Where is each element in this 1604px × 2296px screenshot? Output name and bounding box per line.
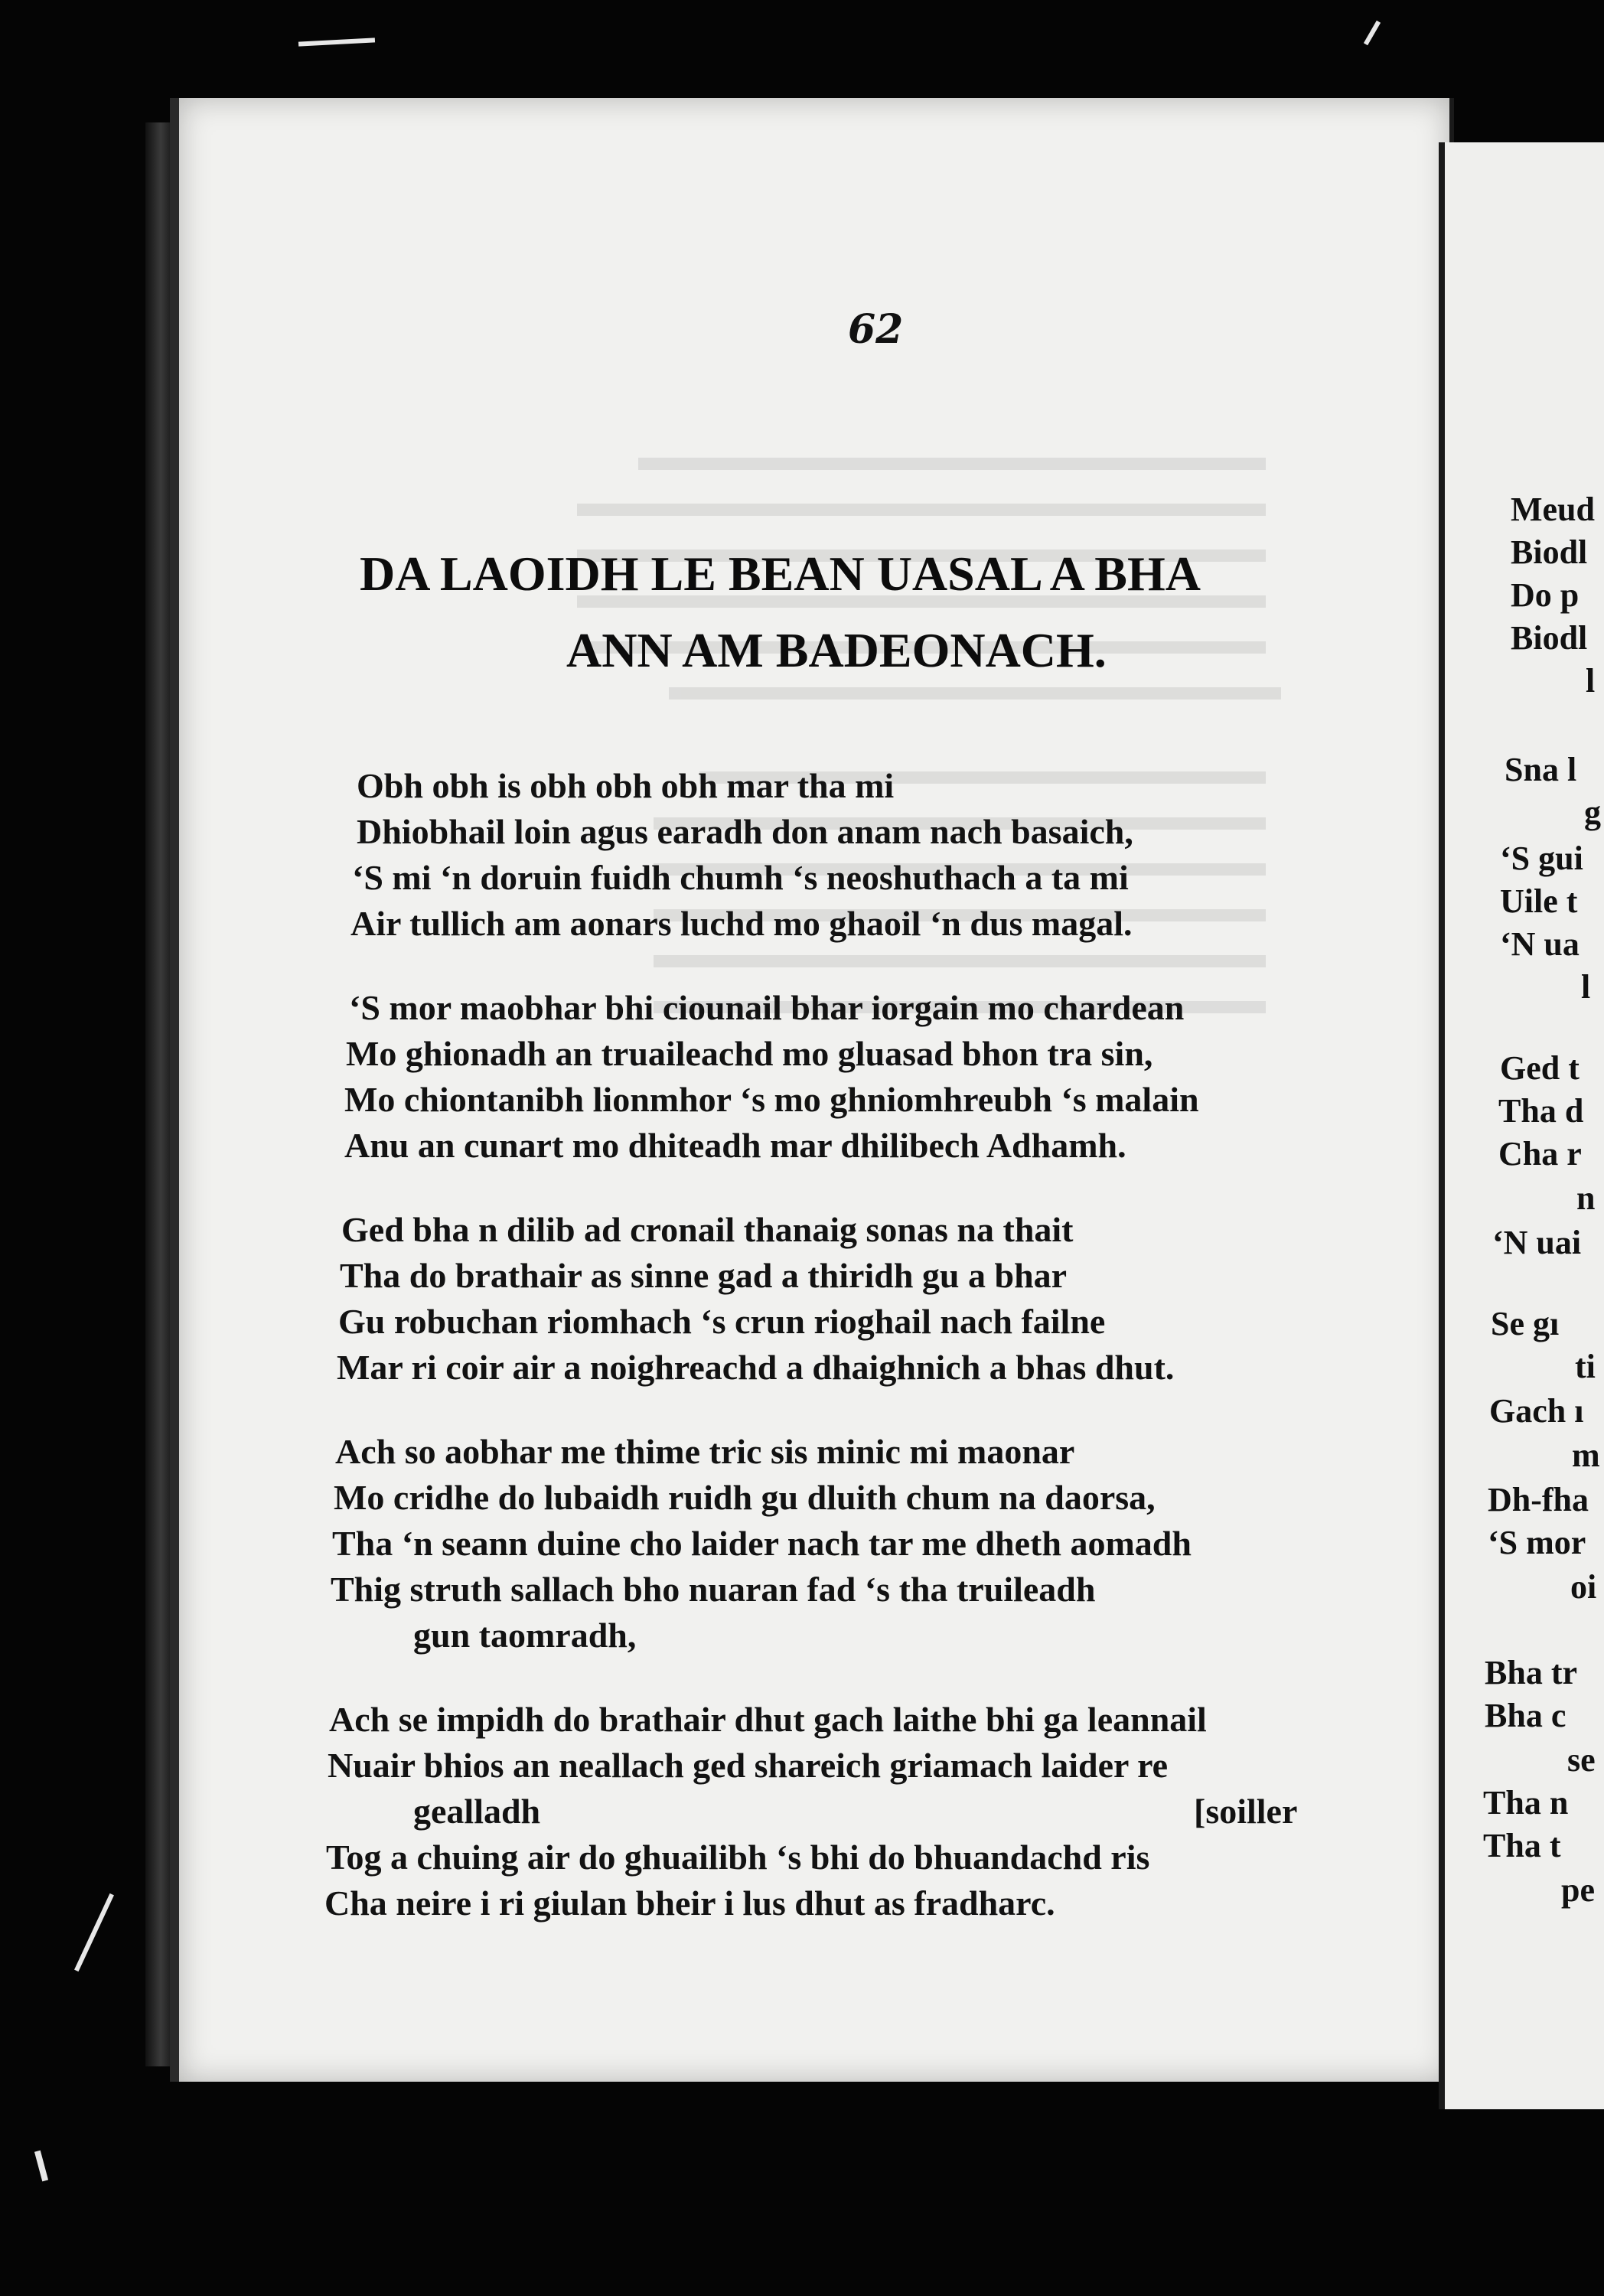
verse-line-catchword: [soiller <box>1194 1792 1298 1831</box>
scan-edge-mark-top <box>298 38 375 46</box>
verse-line: Anu an cunart mo dhiteadh mar dhilibech Adhamh. <box>344 1126 1126 1165</box>
verse-line: ‘S mi ‘n doruin fuidh chumh ‘s neoshuthach a ta mi <box>352 858 1129 897</box>
verse-line: Air tullich am aonars luchd mo ghaoil ‘n dus magal. <box>350 904 1133 943</box>
right-fragment: Bha c <box>1485 1697 1567 1734</box>
page-number: 62 <box>848 306 904 353</box>
right-fragment: n <box>1576 1179 1596 1217</box>
title-line-1: DA LAOIDH LE BEAN UASAL A BHA <box>360 546 1201 601</box>
right-fragment: Cha r <box>1498 1135 1582 1172</box>
right-fragment: Gach ı <box>1489 1392 1584 1430</box>
right-fragment: g <box>1584 794 1601 831</box>
verse-line: Nuair bhios an neallach ged shareich griamach laider re <box>328 1746 1169 1785</box>
right-fragment: l <box>1581 968 1591 1006</box>
verse-line: Mo chiontanibh lionmhor ‘s mo ghniomhreubh ‘s malain <box>344 1080 1199 1119</box>
verse-line: Tha ‘n seann duine cho laider nach tar me dheth aomadh <box>332 1524 1192 1563</box>
verse-line: Ach se impidh do brathair dhut gach laithe bhi ga leannail <box>329 1700 1207 1739</box>
right-fragment: Meud <box>1511 491 1595 528</box>
verse-line-continuation: gealladh <box>413 1792 541 1831</box>
right-fragment: Tha d <box>1498 1092 1584 1130</box>
verse-line-continuation: gun taomradh, <box>413 1616 637 1655</box>
right-fragment: Bha tr <box>1485 1654 1577 1691</box>
verse-line: Mo ghionadh an truaileachd mo gluasad bhon tra sin, <box>346 1034 1153 1073</box>
right-fragment: l <box>1586 662 1596 700</box>
right-fragment: oi <box>1570 1568 1597 1606</box>
title-line-2: ANN AM BADEONACH. <box>566 623 1107 677</box>
scan-artifact-left <box>74 1893 114 1971</box>
right-fragment: Tha n <box>1483 1784 1569 1821</box>
right-fragment: pe <box>1561 1871 1595 1909</box>
right-fragment: Ged t <box>1500 1049 1580 1087</box>
right-fragment: ti <box>1575 1348 1596 1385</box>
right-fragment: ‘N uai <box>1492 1224 1582 1261</box>
right-fragment: Uile t <box>1500 882 1578 920</box>
verse-line: Gu robuchan riomhach ‘s crun rioghail nach failne <box>338 1302 1106 1341</box>
scan-edge-mark-right <box>1364 21 1381 45</box>
right-fragment: ‘N ua <box>1500 925 1580 963</box>
verse-line: Ach so aobhar me thime tric sis minic mi maonar <box>335 1432 1075 1471</box>
verse-line: Dhiobhail loin agus earadh don anam nach basaich, <box>357 812 1133 851</box>
right-fragment: Biodl <box>1511 619 1588 657</box>
right-fragment: se <box>1567 1741 1596 1779</box>
verse-line: Ged bha n dilib ad cronail thanaig sonas na thait <box>341 1210 1074 1249</box>
verse-line: ‘S mor maobhar bhi ciounail bhar iorgain mo chardean <box>349 988 1185 1027</box>
verse-line: Mar ri coir air a noighreachd a dhaighnich a bhas dhut. <box>337 1348 1175 1387</box>
right-fragment: m <box>1572 1437 1600 1474</box>
right-fragment: Tha t <box>1483 1827 1561 1864</box>
verse-line: Tog a chuing air do ghuailibh ‘s bhi do bhuandachd ris <box>326 1838 1150 1877</box>
right-fragment: Sna l <box>1505 751 1577 788</box>
right-fragment: Se gı <box>1491 1305 1560 1342</box>
scan-artifact-bottom-left <box>34 2151 48 2182</box>
verse-line: Cha neire i ri giulan bheir i lus dhut as fradharc. <box>324 1883 1055 1923</box>
right-fragment: Do p <box>1511 576 1580 614</box>
verse-line: Mo cridhe do lubaidh ruidh gu dluith chum na daorsa, <box>334 1478 1156 1517</box>
right-fragment: ‘S mor <box>1488 1524 1586 1561</box>
right-fragment: Dh-fha <box>1488 1481 1589 1518</box>
right-fragment: ‘S gui <box>1500 840 1583 877</box>
verse-line: Thig struth sallach bho nuaran fad ‘s tha truileadh <box>331 1570 1096 1609</box>
verse-line: Obh obh is obh obh obh mar tha mi <box>357 766 895 805</box>
verse-line: Tha do brathair as sinne gad a thiridh gu a bhar <box>340 1256 1068 1295</box>
right-fragment: Biodl <box>1511 533 1588 571</box>
